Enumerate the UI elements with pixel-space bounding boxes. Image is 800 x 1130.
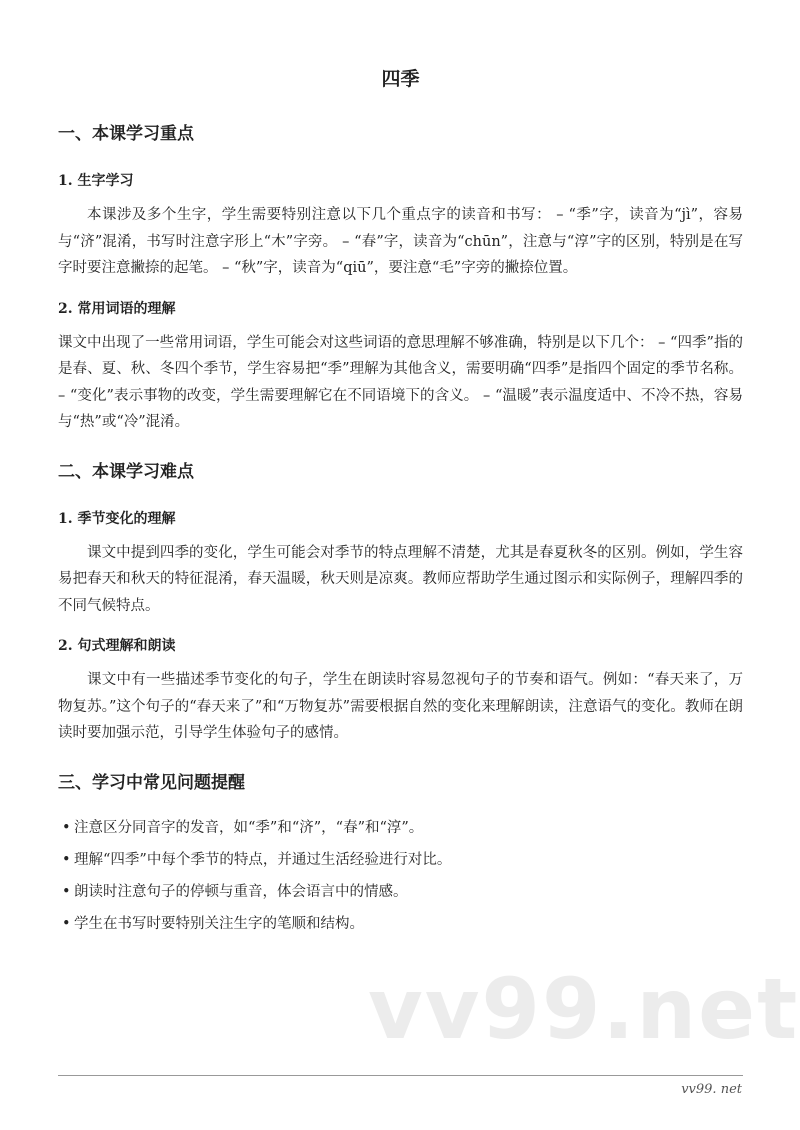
subsection-heading: 1. 生字学习: [58, 173, 134, 189]
paragraph: 课文中有一些描述季节变化的句子，学生在朗读时容易忽视句子的节奏和语气。例如：“春天来了，万物复苏。”这个句子的“春天来了”和“万物复苏”需要根据自然的变化来理解朗读，注意语气的变化。教师在朗读时要加强示范，引导学生体验句子的感情。: [58, 672, 743, 741]
list-item: • 理解“四季”中每个季节的特点，并通过生活经验进行对比。: [74, 849, 743, 871]
page-title: 四季: [381, 68, 420, 90]
footer-divider: [58, 1075, 743, 1076]
section-key-points: [58, 120, 743, 436]
paragraph: 课文中出现了一些常用词语，学生可能会对这些词语的意思理解不够准确，特别是以下几个： – “四季”指的是春、夏、秋、冬四个季节，学生容易把“季”理解为其他含义，需要明确“四季”是指四个固定的季节名称。 – “变化”表示事物的改变，学生需要理解它在不同语境下的含义。 – “温暖”表示温度适中、不冷不热，容易与“热”或“冷”混淆。: [58, 334, 743, 430]
paragraph: 课文中提到四季的变化，学生可能会对季节的特点理解不清楚，尤其是春夏秋冬的区别。例如，学生容易把春天和秋天的特征混淆，春天温暖，秋天则是凉爽。教师应帮助学生通过图示和实际例子，理解四季的不同气候特点。: [58, 544, 743, 614]
list-item: • 朗读时注意句子的停顿与重音，体会语言中的情感。: [74, 881, 743, 903]
list-item: • 学生在书写时要特别关注生字的笔顺和结构。: [74, 913, 743, 935]
section-heading: 三、学习中常见问题提醒: [58, 772, 245, 793]
subsection-heading: 2. 句式理解和朗读: [58, 638, 176, 654]
section-heading: 二、本课学习难点: [58, 461, 194, 482]
section-heading: 一、本课学习重点: [58, 124, 194, 144]
watermark: vv99.net: [368, 960, 800, 1058]
list-item: • 注意区分同音字的发音，如“季”和“济”，“春”和“淳”。: [74, 817, 743, 839]
paragraph: 本课涉及多个生字，学生需要特别注意以下几个重点字的读音和书写： – “季”字，读音为“jì”，容易与“济”混淆，书写时注意字形上“木”字旁。 – “春”字，读音为“chūn”，注意与“淳”字的区别，特别是在写字时要注意撇捺的起笔。 – “秋”字，读音为“qiū”，要注意“毛”字旁的撇捺位置。: [58, 207, 743, 276]
subsection-heading: 1. 季节变化的理解: [58, 510, 176, 527]
section-difficulties: [58, 458, 743, 747]
subsection-heading: 2. 常用词语的理解: [58, 300, 176, 317]
bullet-list: [58, 817, 743, 935]
footer-text: vv99. net: [681, 1082, 742, 1097]
section-common-issues: [58, 769, 743, 935]
